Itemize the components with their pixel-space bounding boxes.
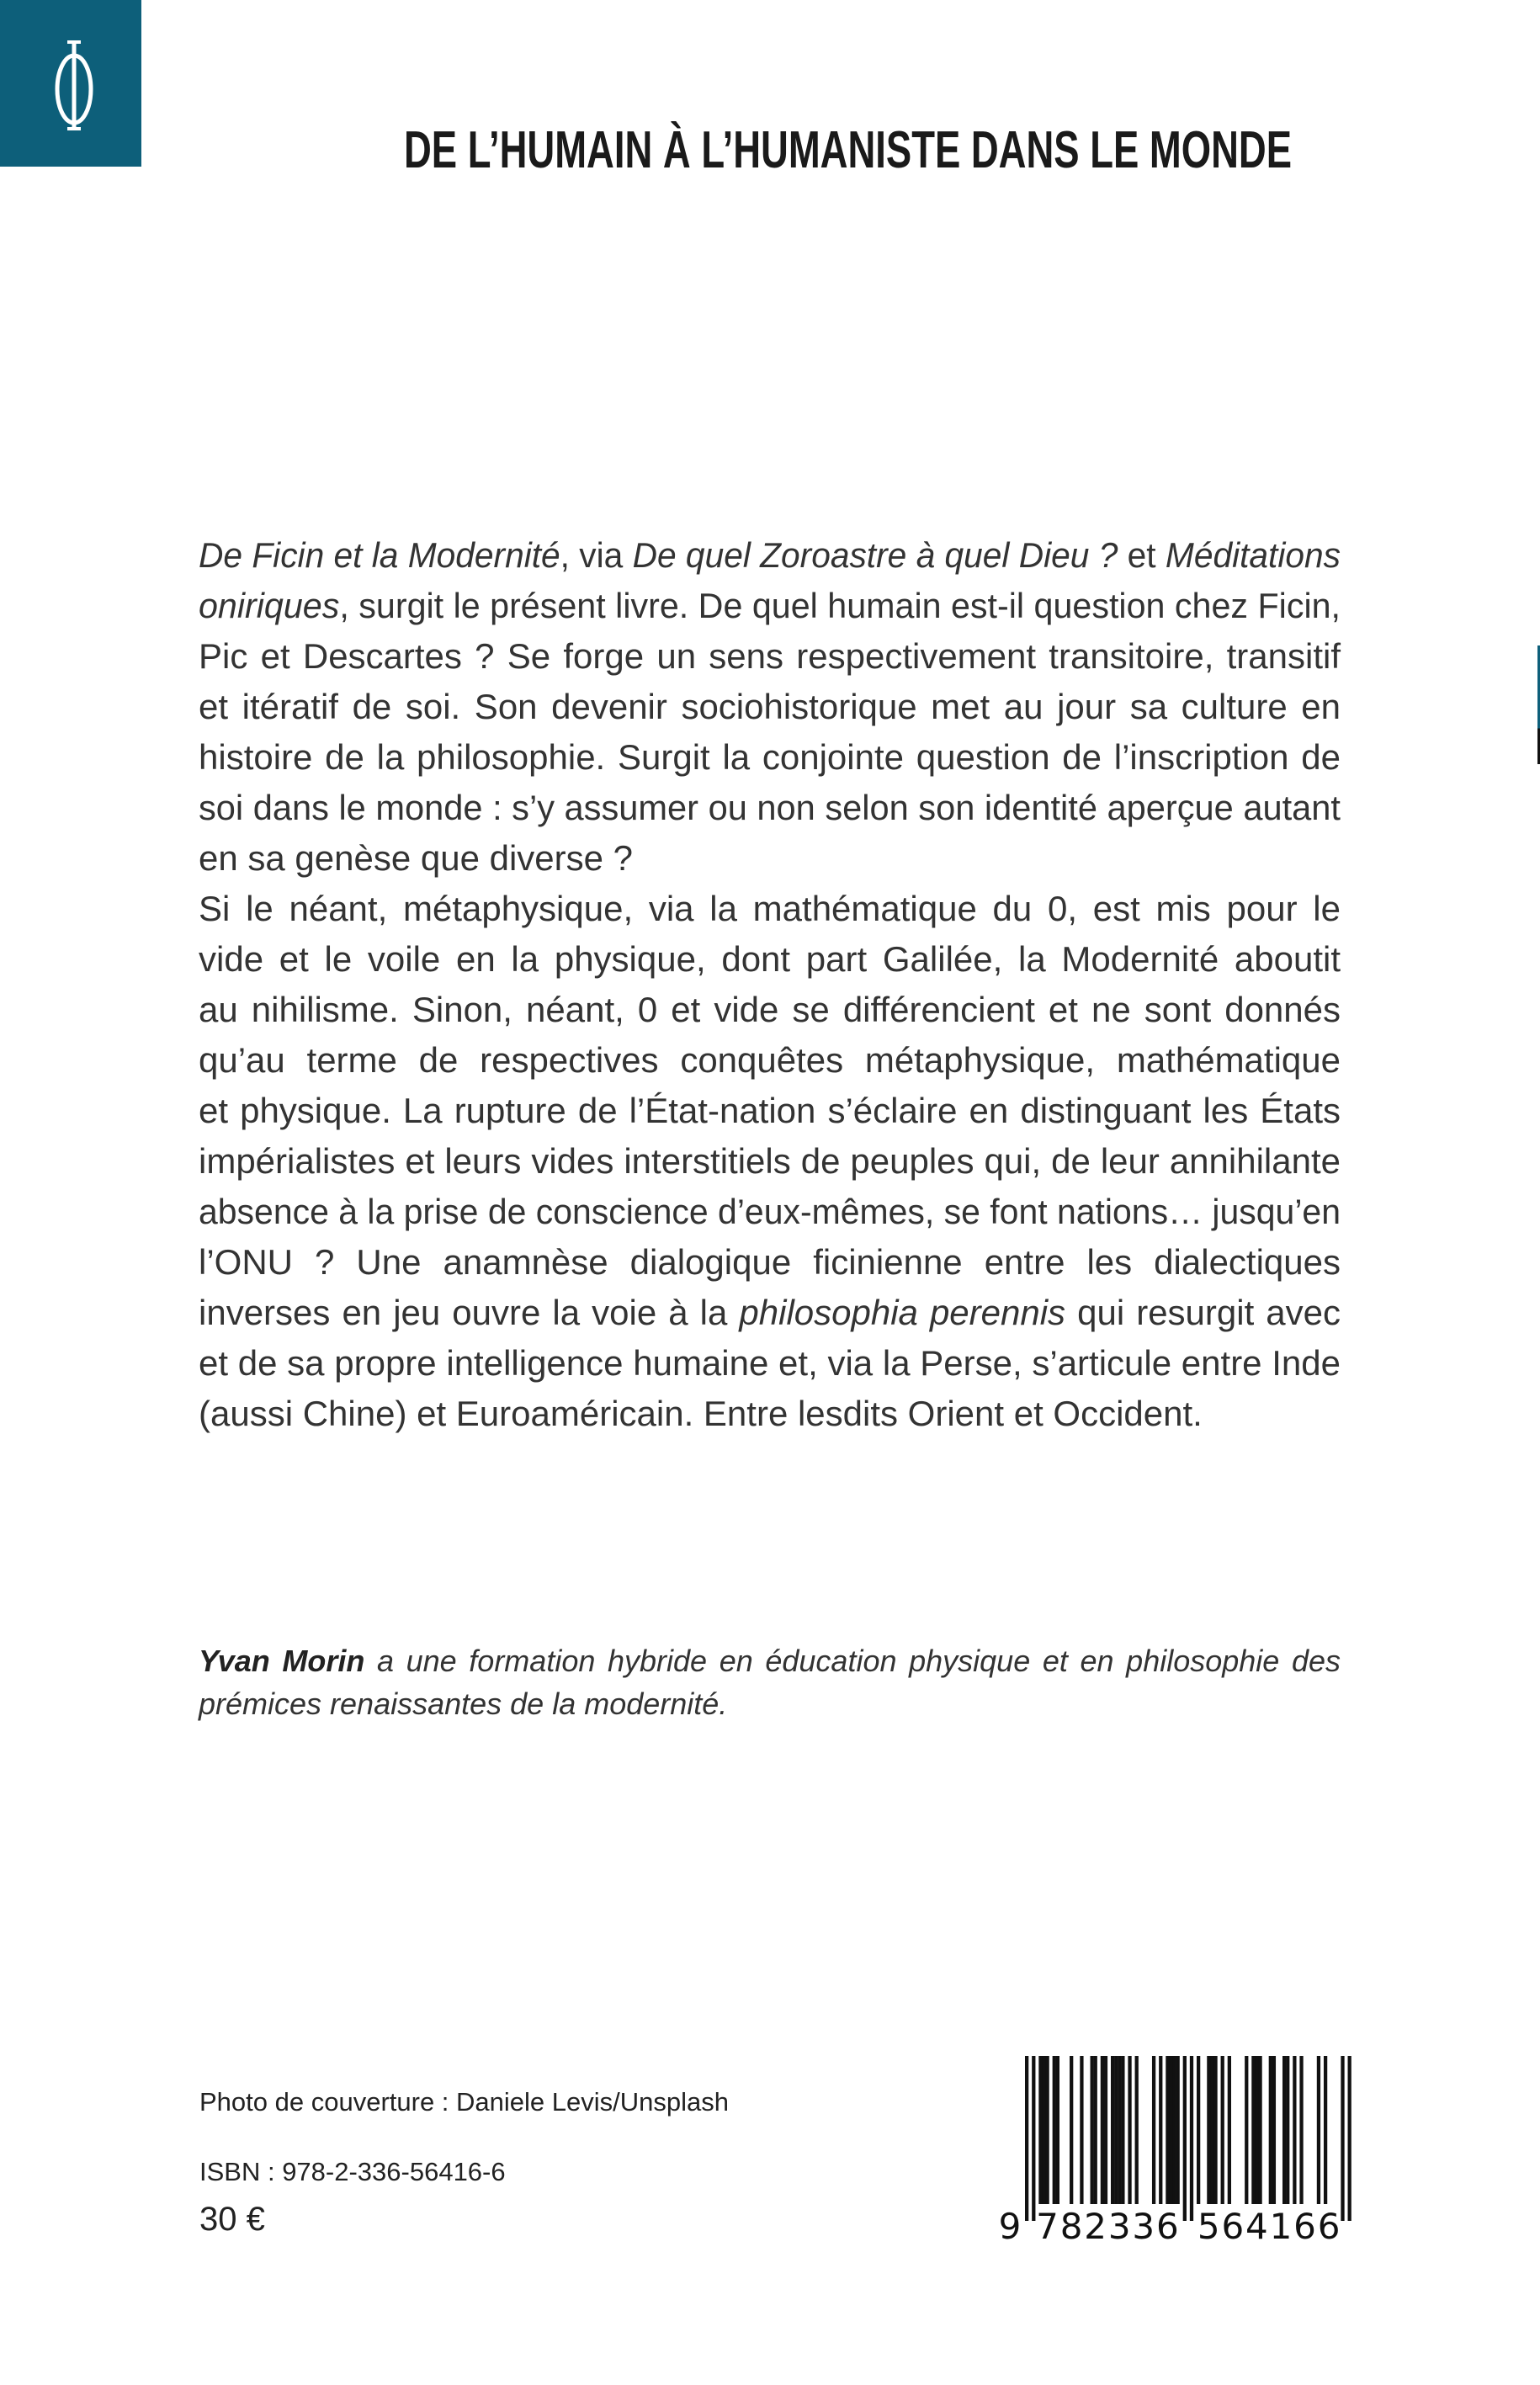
blurb-line-text (199, 934, 1341, 985)
barcode-bar (1056, 2056, 1059, 2204)
blurb-line (199, 530, 1341, 581)
barcode-bar (1228, 2056, 1231, 2204)
phi-logo-icon (0, 0, 141, 167)
barcode-bar (1152, 2056, 1155, 2204)
barcode-digit: 6 (1155, 2206, 1179, 2247)
text-segment: l’ONU ? Une anamnèse dialogique ficinienne entre les dialectiques (199, 1242, 1341, 1282)
text-segment: qu’au terme de respectives conquêtes métaphysique, mathématique (199, 1040, 1341, 1080)
blurb-line-text (199, 884, 1341, 934)
blurb-line-text (199, 1389, 1203, 1439)
barcode-bar (1317, 2056, 1320, 2204)
blurb-line-text (199, 985, 1341, 1035)
blurb-line (199, 985, 1341, 1035)
barcode-bar (1053, 2056, 1056, 2204)
blurb-line-text (199, 732, 1341, 783)
barcode-digit: 8 (1059, 2206, 1083, 2247)
barcode-bar (1348, 2056, 1351, 2221)
blurb-line (199, 1187, 1341, 1237)
blurb-line (199, 581, 1341, 631)
barcode-bar (1111, 2056, 1114, 2204)
barcode-bar (1255, 2056, 1258, 2204)
blurb-line-text (199, 631, 1341, 682)
blurb-line (199, 682, 1341, 732)
barcode-digit: 6 (1317, 2206, 1341, 2247)
blurb-line (199, 934, 1341, 985)
barcode-bar (1299, 2056, 1303, 2204)
blurb-line (199, 884, 1341, 934)
blurb-line-text (199, 1086, 1341, 1136)
blurb-line-text (199, 1237, 1341, 1288)
barcode-digit: 6 (1293, 2206, 1316, 2247)
barcode-bar (1080, 2056, 1083, 2204)
blurb-line (199, 1288, 1341, 1338)
barcode-digit: 1 (1269, 2206, 1293, 2247)
barcode-bar (1045, 2056, 1049, 2204)
text-segment: inverses en jeu ouvre la voie à la (199, 1293, 740, 1332)
blurb-line-text (199, 1288, 1341, 1338)
text-segment: vide et le voile en la physique, dont part Galilée, la Modernité aboutit (199, 939, 1341, 979)
barcode-bar (1207, 2056, 1210, 2204)
barcode-digit: 5 (1197, 2206, 1220, 2247)
blurb-line-text (199, 581, 1341, 631)
barcode-bar (1258, 2056, 1261, 2204)
blurb-line-text (199, 783, 1341, 833)
author-bio-text: a une formation hybride en éducation physique et en philosophie des (364, 1644, 1341, 1678)
author-bio-line: prémices renaissantes de la modernité. (199, 1686, 728, 1721)
italic-title-text: De Ficin et la Modernité (199, 535, 560, 575)
blurb-line (199, 1237, 1341, 1288)
barcode-bar (1070, 2056, 1073, 2204)
barcode-digit: 3 (1107, 2206, 1131, 2247)
text-segment: et itératif de soi. Son devenir sociohistorique met au jour sa culture en (199, 687, 1341, 726)
italic-title-text: philosophia perennis (739, 1293, 1066, 1332)
barcode-digit: 7 (1036, 2206, 1059, 2247)
italic-title-text: oniriques (199, 586, 340, 625)
barcode-bar (1282, 2056, 1286, 2204)
photo-credit: Photo de couverture : Daniele Levis/Unsplash (199, 2087, 729, 2117)
blurb-line-text (199, 530, 1341, 581)
book-title-text: DE L’HUMAIN À L’HUMANISTE DANS LE MONDE (404, 121, 1292, 179)
barcode-bar (1025, 2056, 1028, 2221)
blurb-line (199, 1136, 1341, 1187)
barcode-bar (1091, 2056, 1094, 2204)
barcode-bar (1114, 2056, 1118, 2204)
barcode-bar (1286, 2056, 1289, 2204)
barcode-bar (1101, 2056, 1104, 2204)
barcode-bar (1272, 2056, 1276, 2204)
barcode-bar (1121, 2056, 1124, 2204)
text-segment: absence à la prise de conscience d’eux-mêmes, se font nations… jusqu’en (199, 1192, 1341, 1231)
blurb-line-text (199, 1187, 1341, 1237)
text-segment: Pic et Descartes ? Se forge un sens respectivement transitoire, transitif (199, 636, 1341, 676)
blurb-line (199, 1086, 1341, 1136)
blurb-line (199, 1389, 1341, 1439)
text-segment: soi dans le monde : s’y assumer ou non selon son identité aperçue autant (199, 788, 1341, 827)
isbn-barcode (993, 2045, 1363, 2247)
blurb-line-text (199, 1136, 1341, 1187)
barcode-bar (1176, 2056, 1180, 2204)
text-segment: , via (560, 535, 633, 575)
book-title (404, 121, 1296, 179)
barcode-bar (1128, 2056, 1131, 2204)
barcode-digit: 4 (1245, 2206, 1268, 2247)
barcode-bar (1341, 2056, 1344, 2221)
barcode-bar (1135, 2056, 1139, 2204)
barcode-digit: 2 (1084, 2206, 1107, 2247)
isbn: ISBN : 978-2-336-56416-6 (199, 2157, 506, 2186)
barcode-bar (1094, 2056, 1097, 2204)
barcode-bar (1159, 2056, 1162, 2204)
text-segment: histoire de la philosophie. Surgit la conjointe question de l’inscription de (199, 737, 1341, 777)
text-segment: qui resurgit avec (1065, 1293, 1341, 1332)
barcode-bar (1324, 2056, 1327, 2204)
blurb-line (199, 1338, 1341, 1389)
barcode-digit: 9 (998, 2206, 1022, 2247)
barcode-bar (1183, 2056, 1187, 2221)
barcode-bar (1269, 2056, 1272, 2204)
barcode-bar (1118, 2056, 1121, 2204)
italic-title-text: Méditations (1165, 535, 1341, 575)
text-segment: et (1118, 535, 1166, 575)
blurb-line (199, 732, 1341, 783)
blurb-line (199, 631, 1341, 682)
publisher-logo (0, 0, 141, 167)
text-segment: en sa genèse que diverse ? (199, 838, 634, 878)
blurb-line (199, 783, 1341, 833)
barcode-bar (1042, 2056, 1045, 2204)
back-cover-blurb (199, 530, 1341, 1439)
barcode-bar (1032, 2056, 1035, 2221)
blurb-line-text (199, 1035, 1341, 1086)
text-segment: et de sa propre intelligence humaine et, via la Perse, s’articule entre Inde (199, 1343, 1341, 1383)
text-segment: au nihilisme. Sinon, néant, 0 et vide se différencient et ne sont donnés (199, 990, 1341, 1029)
barcode-digit: 6 (1221, 2206, 1245, 2247)
text-segment: , surgit le présent livre. De quel humain est-il question chez Ficin, (339, 586, 1341, 625)
author-bio-line (199, 1639, 1341, 1682)
barcode-bar (1210, 2056, 1213, 2204)
blurb-line-text (199, 682, 1341, 732)
barcode-bar (1166, 2056, 1169, 2204)
text-segment: impérialistes et leurs vides interstitiels de peuples qui, de leur annihilante (199, 1141, 1341, 1181)
author-name: Yvan Morin (199, 1644, 365, 1678)
barcode-bar (1104, 2056, 1107, 2204)
blurb-line (199, 1035, 1341, 1086)
author-bio (199, 1639, 1341, 1725)
barcode-bar (1197, 2056, 1200, 2204)
barcode-bar (1245, 2056, 1248, 2204)
text-segment: et physique. La rupture de l’État-nation s’éclaire en distinguant les États (199, 1091, 1341, 1130)
barcode-digit: 3 (1132, 2206, 1155, 2247)
barcode-bar (1221, 2056, 1224, 2204)
blurb-line-text (199, 833, 633, 884)
price: 30 € (199, 2201, 265, 2238)
barcode-bar (1190, 2056, 1193, 2221)
barcode-bar (1169, 2056, 1172, 2204)
barcode-bar (1038, 2056, 1042, 2204)
barcode-bar (1251, 2056, 1255, 2204)
blurb-line (199, 833, 1341, 884)
italic-title-text: De quel Zoroastre à quel Dieu ? (632, 535, 1118, 575)
text-segment: Si le néant, métaphysique, via la mathématique du 0, est mis pour le (199, 889, 1341, 928)
blurb-line-text (199, 1338, 1341, 1389)
barcode-bar (1293, 2056, 1296, 2204)
barcode-bar (1172, 2056, 1176, 2204)
text-segment: (aussi Chine) et Euroaméricain. Entre lesdits Orient et Occident. (199, 1394, 1203, 1433)
barcode-bar (1213, 2056, 1217, 2204)
